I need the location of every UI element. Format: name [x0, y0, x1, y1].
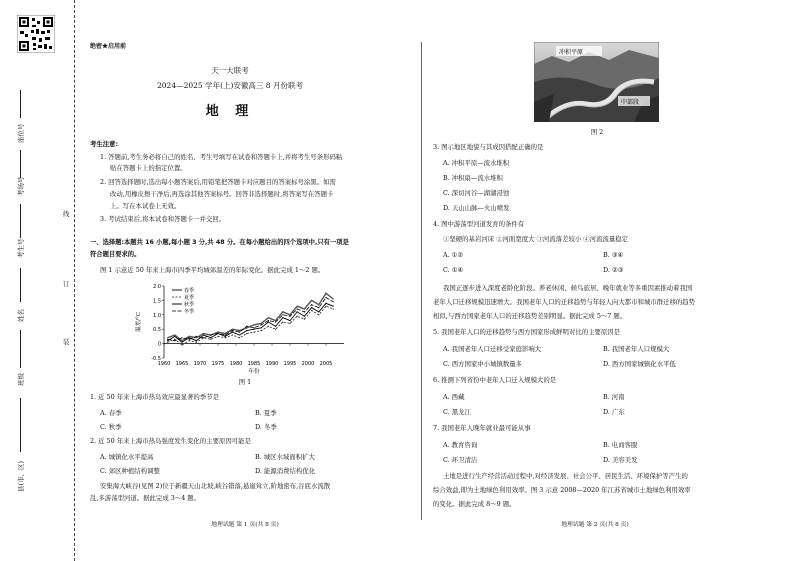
data-point: [275, 321, 276, 322]
q2-option-c[interactable]: C. 郊区种植结构调整: [100, 467, 160, 475]
passage-land-3: 的变化。据此完成 8～9 题。: [433, 500, 516, 508]
data-point: [225, 336, 226, 337]
q6-option-a[interactable]: A. 西藏: [443, 393, 465, 401]
q3-option-c[interactable]: C. 深切河谷—湖湖浸蚀: [443, 189, 510, 197]
data-point: [311, 300, 312, 301]
data-point: [253, 324, 254, 325]
data-point: [217, 336, 218, 337]
class-line: [20, 330, 21, 368]
section1-heading-2: 符合题目要求的。: [90, 251, 141, 258]
q2-option-d[interactable]: D. 能源消费结构优化: [255, 467, 316, 475]
data-point: [203, 334, 204, 335]
passage-land-1: 土地是进行生产经营活动过程中,对经济发展、社会公平、居民生活、环境保护等产生的: [443, 472, 688, 480]
data-point: [311, 304, 312, 305]
name-line: [20, 268, 21, 302]
seat-line: [20, 90, 21, 118]
data-point: [261, 324, 262, 325]
q6-stem: 6. 推测下列省份中老年人口迁入规模大的是: [433, 376, 557, 384]
section1-intro: 图 1 示意近 50 年来上海市四季平均城郊温差的年际变化。据此完成 1～2 题。: [100, 266, 325, 274]
mark-line: 线: [63, 210, 70, 218]
fig2-label-top: 冲积平原: [559, 49, 584, 56]
data-point: [318, 304, 319, 305]
y-tick-label: 1.0: [153, 312, 161, 319]
q7-option-a[interactable]: A. 教育咨询: [443, 441, 478, 449]
data-point: [246, 327, 247, 328]
passage-land-2: 综合效益,即为土地绿色利用效率。图 3 示意 2008—2020 年江苏省城市土地绿色利用效率: [433, 486, 691, 494]
q3-option-d[interactable]: D. 天山山脉—火山喷发: [443, 204, 510, 212]
data-point: [232, 334, 233, 335]
data-point: [282, 314, 283, 315]
x-tick-label: 2000: [301, 361, 315, 367]
data-point: [289, 316, 290, 317]
data-point: [196, 337, 197, 338]
notice-item-1b: 贴在答题卡上的指定位置。: [110, 164, 187, 172]
passage-aging-3: 相似,与西方国家老年人口的迁移趋势差别明显。据此完成 5～7 题。: [433, 312, 627, 320]
q6-option-d[interactable]: D. 广东: [603, 408, 625, 416]
q1-option-d[interactable]: D. 冬季: [255, 423, 277, 431]
data-point: [325, 297, 326, 298]
data-point: [225, 337, 226, 338]
y-tick-label: 2.0: [153, 284, 161, 290]
data-point: [311, 310, 312, 311]
q4-option-d[interactable]: D. ②③: [603, 266, 624, 274]
data-point: [203, 333, 204, 334]
data-point: [196, 336, 197, 337]
data-point: [210, 337, 211, 338]
data-point: [217, 333, 218, 334]
notice-item-2b: 改动,用橡皮擦干净后,再选涂其他答案标号。回答非选择题时,将答案写在答题卡: [110, 190, 334, 198]
x-tick-label: 1975: [211, 361, 225, 367]
q2-option-b[interactable]: B. 城区水域面积扩大: [255, 453, 315, 461]
y-tick-label: -0.5: [151, 356, 161, 362]
data-point: [167, 339, 168, 340]
q5-option-c[interactable]: C. 西方国家中小城镇数量多: [443, 360, 523, 368]
q5-option-b[interactable]: B. 我国老年人口规模大: [603, 345, 670, 353]
data-point: [196, 340, 197, 341]
data-point: [167, 342, 168, 343]
data-point: [239, 332, 240, 333]
data-point: [167, 340, 168, 341]
section1-heading-1: 一、选择题:本题共 16 小题,每小题 3 分,共 48 分。在每小题给出的四个选项中,只有一项是: [90, 239, 349, 246]
data-point: [217, 332, 218, 333]
student-id-label: 考生号: [17, 238, 25, 258]
q4-option-a[interactable]: A. ①②: [443, 251, 464, 259]
q1-option-c[interactable]: C. 秋季: [100, 423, 122, 431]
data-point: [253, 327, 254, 328]
data-point: [318, 314, 319, 315]
x-tick-label: 2005: [319, 361, 333, 367]
data-point: [304, 311, 305, 312]
x-tick-label: 1960: [157, 361, 171, 367]
data-point: [333, 308, 334, 309]
data-point: [232, 329, 233, 330]
q4-option-b[interactable]: B. ③④: [603, 251, 624, 259]
notice-item-2c: 上。写在本试卷上无效。: [110, 202, 181, 210]
data-point: [333, 301, 334, 302]
data-point: [181, 344, 182, 345]
room-label: 考场号: [17, 176, 25, 196]
x-tick-label: 1980: [229, 361, 243, 367]
data-point: [333, 298, 334, 299]
figure2-photo: [534, 42, 659, 122]
passage-fig2-1: 安集海大峡谷(见图 2)位于新疆天山北坡,峡谷错落,悬崖耸立,阶地密布,谷底水流散: [100, 482, 331, 490]
data-point: [304, 319, 305, 320]
notice-item-3: 3. 考试结束后,将本试卷和答题卡一并交回。: [100, 215, 226, 223]
data-point: [325, 293, 326, 294]
data-point: [189, 336, 190, 337]
seat-label: 座位号: [17, 123, 25, 143]
data-point: [325, 303, 326, 304]
figure2-caption: 图 2: [590, 128, 604, 136]
data-point: [297, 316, 298, 317]
x-axis-label: 年份: [248, 369, 260, 375]
legend-label-2: 夏季: [184, 295, 195, 301]
data-point: [297, 311, 298, 312]
q3-option-b[interactable]: B. 冲积扇—流水堆积: [443, 174, 503, 182]
q5-stem: 5. 我国老年人口的迁移趋势与西方国家形成鲜明对比的主要原因是: [433, 328, 621, 336]
q1-option-b[interactable]: B. 夏季: [255, 409, 277, 417]
q7-option-d[interactable]: D. 美容美发: [603, 456, 638, 464]
data-point: [304, 316, 305, 317]
student-id-line: [20, 204, 21, 238]
subject-title: 地 理: [205, 104, 255, 119]
data-point: [282, 311, 283, 312]
q4-option-c[interactable]: C. ①④: [443, 266, 464, 274]
data-point: [203, 337, 204, 338]
passage-aging-2: 老年人口迁移规模迅速增大。我国老年人口的迁移趋势与年轻人向大都市和城市群迁移的趋势: [433, 298, 696, 306]
q6-option-b[interactable]: B. 河南: [603, 393, 625, 401]
room-line: [20, 150, 21, 178]
x-tick-label: 1965: [175, 361, 189, 367]
data-point: [325, 306, 326, 307]
data-point: [246, 326, 247, 327]
figure1-chart: [130, 280, 360, 376]
data-point: [239, 330, 240, 331]
data-point: [261, 330, 262, 331]
exam-title: 2024—2025 学年(上)安徽高三 8 月份联考: [157, 81, 303, 90]
data-point: [318, 307, 319, 308]
q1-stem: 1. 近 50 年来上海市热岛效应最显著的季节是: [90, 393, 219, 401]
q7-option-c[interactable]: C. 环卫清洁: [443, 456, 478, 464]
data-point: [232, 330, 233, 331]
qr-code-icon: [17, 15, 55, 53]
data-point: [239, 337, 240, 338]
q7-stem: 7. 我国老年人晚年就业最可能从事: [433, 424, 531, 432]
data-point: [275, 329, 276, 330]
q7-option-b[interactable]: B. 电商客服: [603, 441, 638, 449]
data-point: [210, 339, 211, 340]
data-point: [210, 334, 211, 335]
data-point: [268, 320, 269, 321]
y-axis-label: 温差/°C: [136, 312, 142, 332]
data-point: [232, 332, 233, 333]
mark-bind: 订: [63, 280, 70, 288]
data-point: [253, 329, 254, 330]
data-point: [174, 340, 175, 341]
q1-option-a[interactable]: A. 春季: [100, 409, 122, 417]
binding-strip: [0, 0, 88, 561]
data-point: [297, 308, 298, 309]
data-point: [297, 306, 298, 307]
data-point: [181, 340, 182, 341]
notice-title: 考生注意:: [90, 140, 119, 148]
x-tick-label: 1995: [283, 361, 297, 367]
passage-fig2-2: 乱,多游荡型河道。据此完成 3～4 题。: [90, 494, 201, 502]
q4-stem: 4. 图中游荡型河道发育的条件有: [433, 220, 525, 228]
secret-mark: 绝密★启用前: [90, 43, 127, 50]
q6-option-c[interactable]: C. 黑龙江: [443, 408, 471, 416]
x-tick-label: 1990: [265, 361, 279, 367]
column-divider: [421, 42, 422, 520]
data-point: [261, 323, 262, 324]
y-tick-label: 0.5: [153, 327, 161, 334]
footer-right: 地理试题 第 2 页(共 8 页): [561, 522, 629, 528]
data-point: [253, 332, 254, 333]
data-point: [268, 321, 269, 322]
data-point: [318, 311, 319, 312]
mark-pack: 装: [63, 338, 70, 346]
y-tick-label: 0: [157, 341, 161, 348]
passage-aging-1: 我国正逐步进入深度老龄化阶段。养老休闲、候鸟旅居、晚年就业等多重因素推动着我国: [443, 284, 693, 292]
data-point: [289, 323, 290, 324]
q3-option-a[interactable]: A. 冲积平原—流水堆积: [443, 159, 510, 167]
binding-dash-line: [74, 0, 75, 561]
county-label: 县(市、区): [17, 460, 25, 492]
exam-org: 天一大联考: [211, 66, 249, 75]
data-point: [181, 342, 182, 343]
data-point: [333, 306, 334, 307]
data-point: [268, 326, 269, 327]
x-tick-label: 1985: [247, 361, 261, 367]
county-line: [20, 398, 21, 452]
data-point: [246, 330, 247, 331]
data-point: [311, 307, 312, 308]
data-point: [289, 320, 290, 321]
data-point: [225, 334, 226, 335]
data-point: [268, 317, 269, 318]
data-point: [174, 339, 175, 340]
q2-option-a[interactable]: A. 城镇化水平提高: [100, 453, 154, 461]
q4-items: ①坚硬的基岩河床 ②河面宽度大 ③河流落差较小 ④河流流量稳定: [443, 235, 629, 243]
x-tick-label: 1970: [193, 361, 207, 367]
legend-label-4: 冬季: [184, 309, 195, 315]
data-point: [275, 326, 276, 327]
class-label: 班级: [17, 373, 25, 386]
y-tick-label: 1.5: [153, 298, 161, 305]
data-point: [282, 317, 283, 318]
data-point: [167, 337, 168, 338]
q3-stem: 3. 图示地区地貌与其成因搭配正确的是: [433, 143, 544, 151]
data-point: [181, 337, 182, 338]
footer-left: 地理试题 第 1 页(共 8 页): [211, 522, 279, 528]
data-point: [174, 334, 175, 335]
name-label: 姓名: [17, 309, 25, 322]
data-point: [282, 321, 283, 322]
data-point: [189, 339, 190, 340]
data-point: [196, 342, 197, 343]
notice-item-1a: 1. 答题前,考生务必将自己的姓名、考生号填写在试卷和答题卡上,并将考生号条形码粘: [100, 153, 343, 161]
figure1-caption: 图 1: [238, 378, 252, 386]
data-point: [239, 334, 240, 335]
legend-label-1: 春季: [184, 288, 195, 294]
q2-stem: 2. 近 50 年来上海市热岛强度发生变化的主要原因可能是: [90, 437, 251, 445]
legend-label-3: 秋季: [184, 302, 195, 308]
data-point: [261, 327, 262, 328]
data-point: [246, 333, 247, 334]
q5-option-d[interactable]: D. 西方国家城镇化水平低: [603, 360, 676, 368]
data-point: [189, 340, 190, 341]
fig2-label-mid: 中部段: [621, 99, 640, 106]
data-point: [225, 333, 226, 334]
data-point: [304, 308, 305, 309]
q5-option-a[interactable]: A. 我国老年人口迁移受家庭影响大: [443, 345, 542, 353]
notice-item-2a: 2. 回答选择题时,选出每小题答案后,用铅笔把答题卡对应题目的答案标号涂黑。如需: [100, 178, 336, 186]
